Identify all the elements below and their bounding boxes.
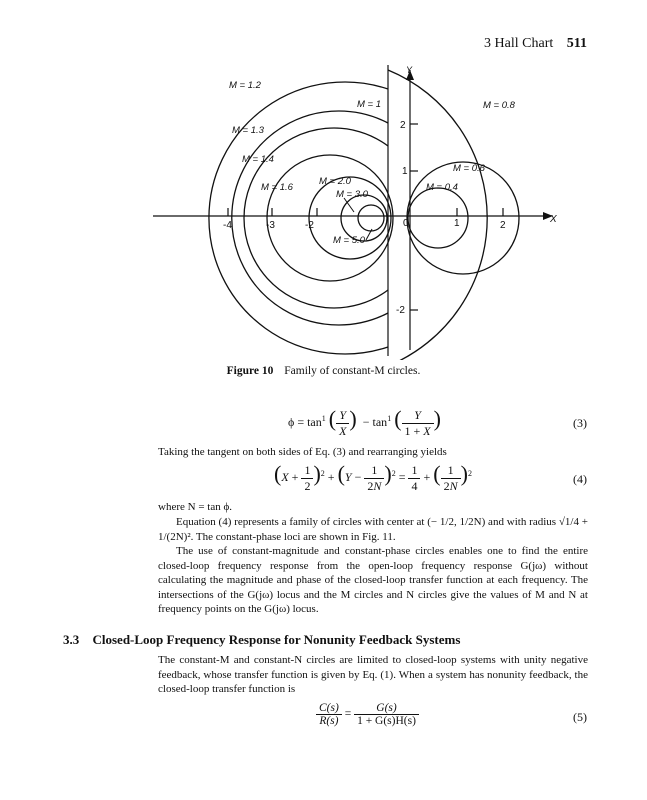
x-tick-label: 2 bbox=[500, 220, 506, 231]
x-tick-label: -2 bbox=[305, 220, 314, 231]
circle-label: M = 0.4 bbox=[426, 182, 458, 193]
equation-5-number: (5) bbox=[573, 710, 587, 724]
text-taking: Taking the tangent on both sides of Eq. (3) and rearranging yields bbox=[158, 446, 447, 458]
x-tick-label: -3 bbox=[266, 220, 275, 231]
section-heading bbox=[63, 632, 460, 648]
circle-m-0-8 bbox=[388, 70, 487, 360]
circle-m-1-6 bbox=[267, 155, 393, 281]
equation-4: (X + $\frac{1}{2}$ )$^2$ + (Y − $\frac{1}{2N}$ )$^2$ = $\frac{1}{4}$ + ( $\frac{1}{2N}$ )$^2$ bbox=[274, 461, 472, 493]
section-number: 3.3 bbox=[63, 632, 80, 647]
y-tick-label: -2 bbox=[396, 305, 405, 316]
circle-m-1-3 bbox=[232, 111, 388, 325]
y-tick-label: 2 bbox=[400, 120, 406, 131]
page-number: 511 bbox=[566, 36, 587, 51]
equation-4-number: (4) bbox=[573, 472, 587, 486]
circle-label: M = 5.0 bbox=[333, 235, 365, 246]
equation-3: $\phi = \tan^1$ ( $\frac{Y}{X}$ ) − $\tan^1$ ( $\frac{Y}{1 + X}$ ) bbox=[288, 406, 441, 438]
circle-label: M = 3.0 bbox=[336, 189, 368, 200]
circle-label: M = 1.3 bbox=[232, 125, 264, 136]
caption-text: Family of constant-M circles. bbox=[284, 365, 421, 377]
y-axis-label: Y bbox=[406, 65, 413, 75]
constant-m-circles-figure bbox=[0, 0, 647, 360]
circle-label: M = 1 bbox=[357, 99, 382, 110]
circle-label: M = 0.6 bbox=[453, 163, 485, 174]
circle-label: M = 1.4 bbox=[242, 154, 274, 165]
circle-m-1-2 bbox=[209, 82, 388, 354]
x-tick-label: 1 bbox=[454, 218, 460, 229]
x-tick-label: -4 bbox=[223, 220, 232, 231]
paragraph-constant-circles: The use of constant-magnitude and constant-phase circles enables one to find the entire closed-loop frequency response from the open-loop frequency response G(jω) without calculating the magnitude and phase of the closed-loop transfer function at each frequency. The intersections of the G(jω) locus and the M circles and N circles give the values of M and N at frequency points on the G(jω) locus. bbox=[158, 545, 588, 616]
equation-5: $\frac{C(s)}{R(s)}$ = $\frac{G(s)}{1 + G(s)H(s)}$ bbox=[316, 702, 419, 727]
paragraph-equation-4: Equation (4) represents a family of circles with center at (− 1/2, 1/2N) and with radius √1/4 + 1/(2N)². The constant-phase loci are shown in Fig. 11. bbox=[158, 516, 588, 543]
paragraph-nonunity: The constant-M and constant-N circles are limited to closed-loop systems with unity negative feedback, whose transfer function is given by Eq. (1). When a system has nonunity feedback, the closed-loop transfer function is bbox=[158, 654, 588, 696]
circle-label: M = 1.6 bbox=[261, 182, 293, 193]
x-axis-label: X bbox=[550, 214, 557, 225]
text-where: where N = tan ϕ. bbox=[158, 501, 232, 513]
circle-label: M = 1.2 bbox=[229, 80, 261, 91]
equation-3-number: (3) bbox=[573, 416, 587, 430]
circle-m-5-0 bbox=[358, 205, 384, 231]
section-title: Closed-Loop Frequency Response for Nonunity Feedback Systems bbox=[92, 632, 461, 647]
y-tick-label: 1 bbox=[402, 166, 408, 177]
circle-label: M = 0.8 bbox=[483, 100, 515, 111]
header-section: 3 Hall Chart bbox=[484, 36, 554, 51]
x-tick-label: 0 bbox=[403, 218, 409, 229]
caption-label: Figure 10 bbox=[226, 365, 274, 377]
figure-caption bbox=[0, 365, 647, 377]
circle-m-0-6 bbox=[407, 162, 519, 274]
circle-label: M = 2.0 bbox=[319, 176, 351, 187]
